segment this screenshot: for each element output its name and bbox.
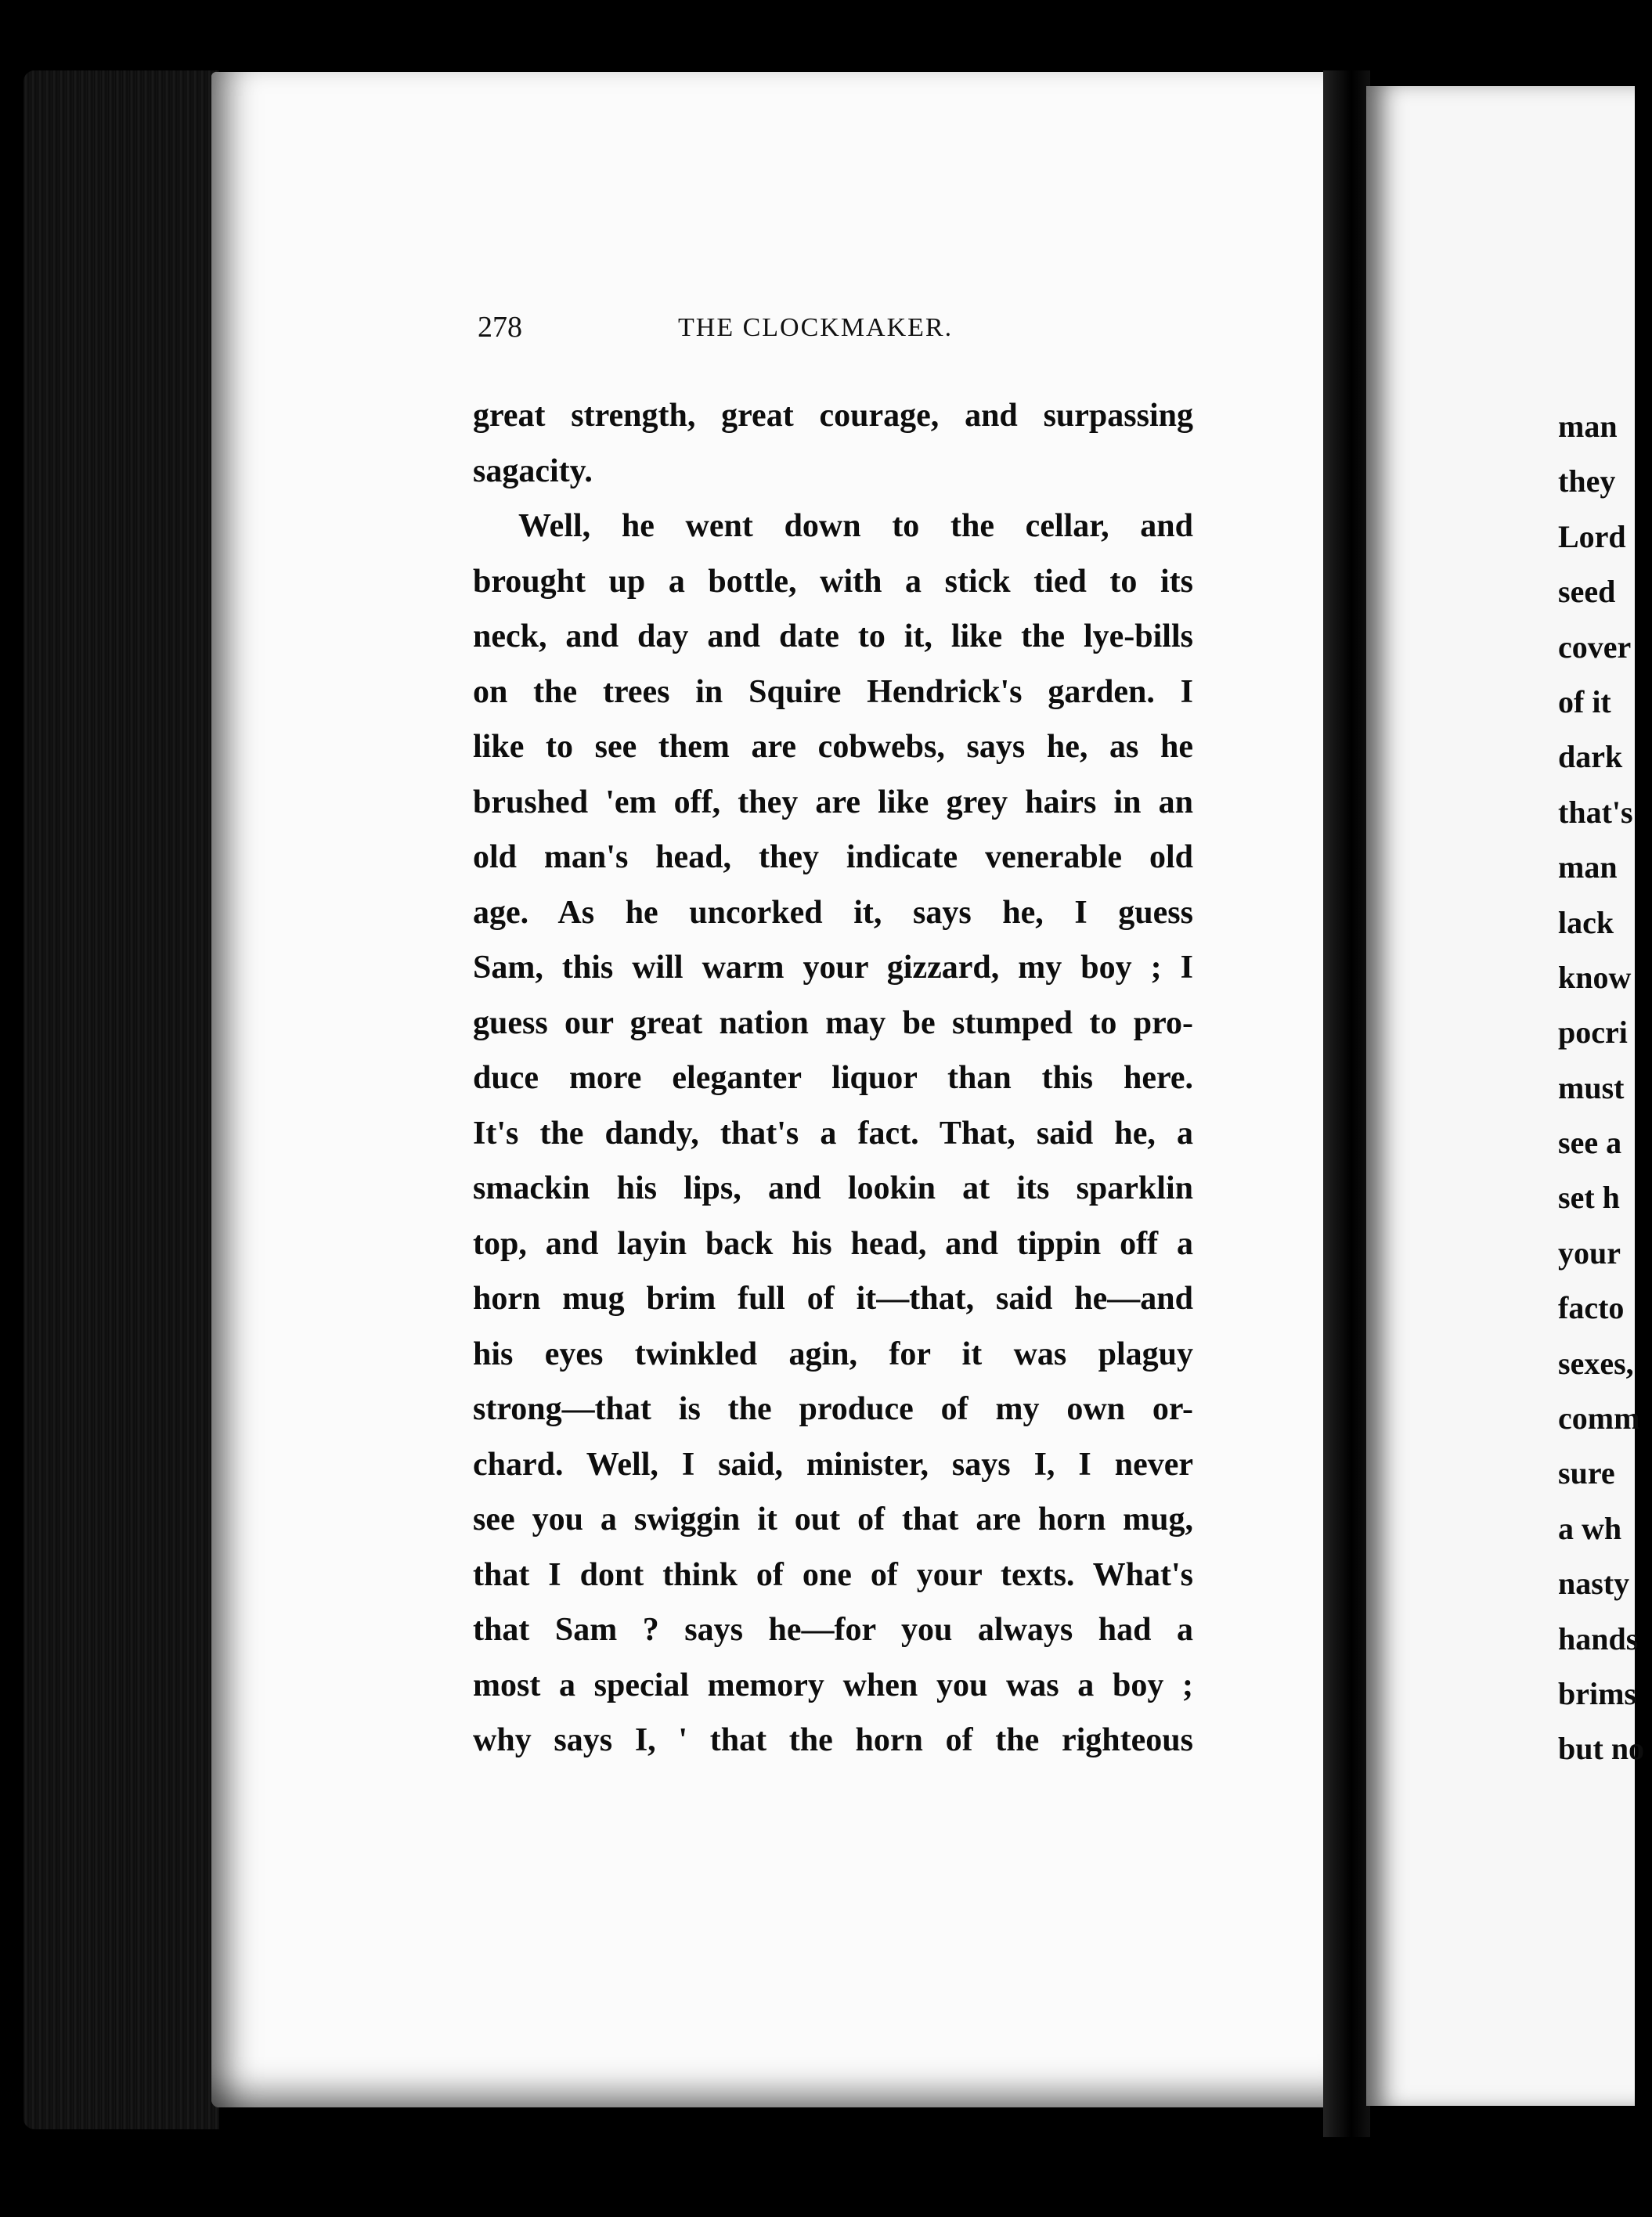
facing-line: set h (1558, 1180, 1620, 1216)
facing-line: comm (1558, 1400, 1640, 1437)
facing-line: man (1558, 849, 1618, 885)
text-line: Sam, this will warm your gizzard, my boy ; I (473, 950, 1193, 986)
text-line: smackin his lips, and lookin at its sparklin (473, 1170, 1193, 1206)
text-line: guess our great nation may be stumped to pro- (473, 1004, 1193, 1041)
text-line: why says I, ' that the horn of the righteous (473, 1722, 1193, 1758)
text-line: his eyes twinkled agin, for it was plaguy (473, 1336, 1193, 1372)
page-block-edges (23, 70, 219, 2129)
running-head (478, 310, 1182, 357)
facing-line: know (1558, 959, 1632, 995)
text-line: see you a swiggin it out of that are horn mug, (473, 1501, 1193, 1537)
text-line: duce more eleganter liquor than this here. (473, 1060, 1193, 1096)
text-line: neck, and day and date to it, like the lye-bills (473, 618, 1193, 654)
running-title: THE CLOCKMAKER. (678, 313, 954, 342)
facing-line: pocri (1558, 1015, 1628, 1051)
text-line: Well, he went down to the cellar, and (518, 508, 1193, 544)
text-line: chard. Well, I said, minister, says I, I never (473, 1446, 1193, 1483)
text-line: age. As he uncorked it, says he, I guess (473, 894, 1193, 931)
text-line: like to see them are cobwebs, says he, as he (473, 729, 1193, 765)
facing-line: hands (1558, 1620, 1639, 1656)
facing-line: brims (1558, 1675, 1636, 1711)
body-text (473, 388, 1193, 1768)
facing-line: facto (1558, 1290, 1625, 1326)
facing-line: dark (1558, 739, 1623, 775)
facing-line: seed (1558, 574, 1616, 610)
text-line: sagacity. (473, 452, 593, 489)
text-line: that Sam ? says he—for you always had a (473, 1612, 1193, 1648)
text-line: It's the dandy, that's a fact. That, said he, a (473, 1115, 1193, 1152)
facing-line: Lord (1558, 518, 1626, 554)
page-number: 278 (478, 311, 522, 344)
text-line: brushed 'em off, they are like grey hairs in an (473, 784, 1193, 820)
text-line: most a special memory when you was a boy ; (473, 1667, 1193, 1703)
text-line: old man's head, they indicate venerable old (473, 839, 1193, 875)
text-line: horn mug brim full of it—that, said he—and (473, 1281, 1193, 1317)
facing-line: must (1558, 1069, 1625, 1105)
facing-line: that's (1558, 794, 1633, 830)
facing-line: they (1558, 463, 1616, 499)
text-line: brought up a bottle, with a stick tied to its (473, 563, 1193, 600)
facing-line: lack (1558, 904, 1614, 940)
facing-line: cover (1558, 629, 1632, 665)
facing-line: but no (1558, 1731, 1645, 1767)
facing-line: of it (1558, 683, 1611, 719)
facing-line: nasty (1558, 1566, 1630, 1602)
facing-line: man (1558, 409, 1618, 444)
facing-line: your (1558, 1235, 1621, 1271)
text-line: strong—that is the produce of my own or- (473, 1391, 1193, 1427)
facing-line: a wh (1558, 1510, 1622, 1546)
book-gutter (1323, 70, 1370, 2137)
facing-line: see a (1558, 1125, 1622, 1161)
facing-line: sexes, (1558, 1345, 1634, 1381)
text-line: top, and layin back his head, and tippin off a (473, 1225, 1193, 1262)
facing-line: sure (1558, 1455, 1615, 1491)
facing-page-text (1558, 399, 1652, 1777)
text-line: on the trees in Squire Hendrick's garden. I (473, 673, 1193, 710)
text-line: great strength, great courage, and surpassing (473, 398, 1193, 434)
text-line: that I dont think of one of your texts. What's (473, 1556, 1193, 1593)
